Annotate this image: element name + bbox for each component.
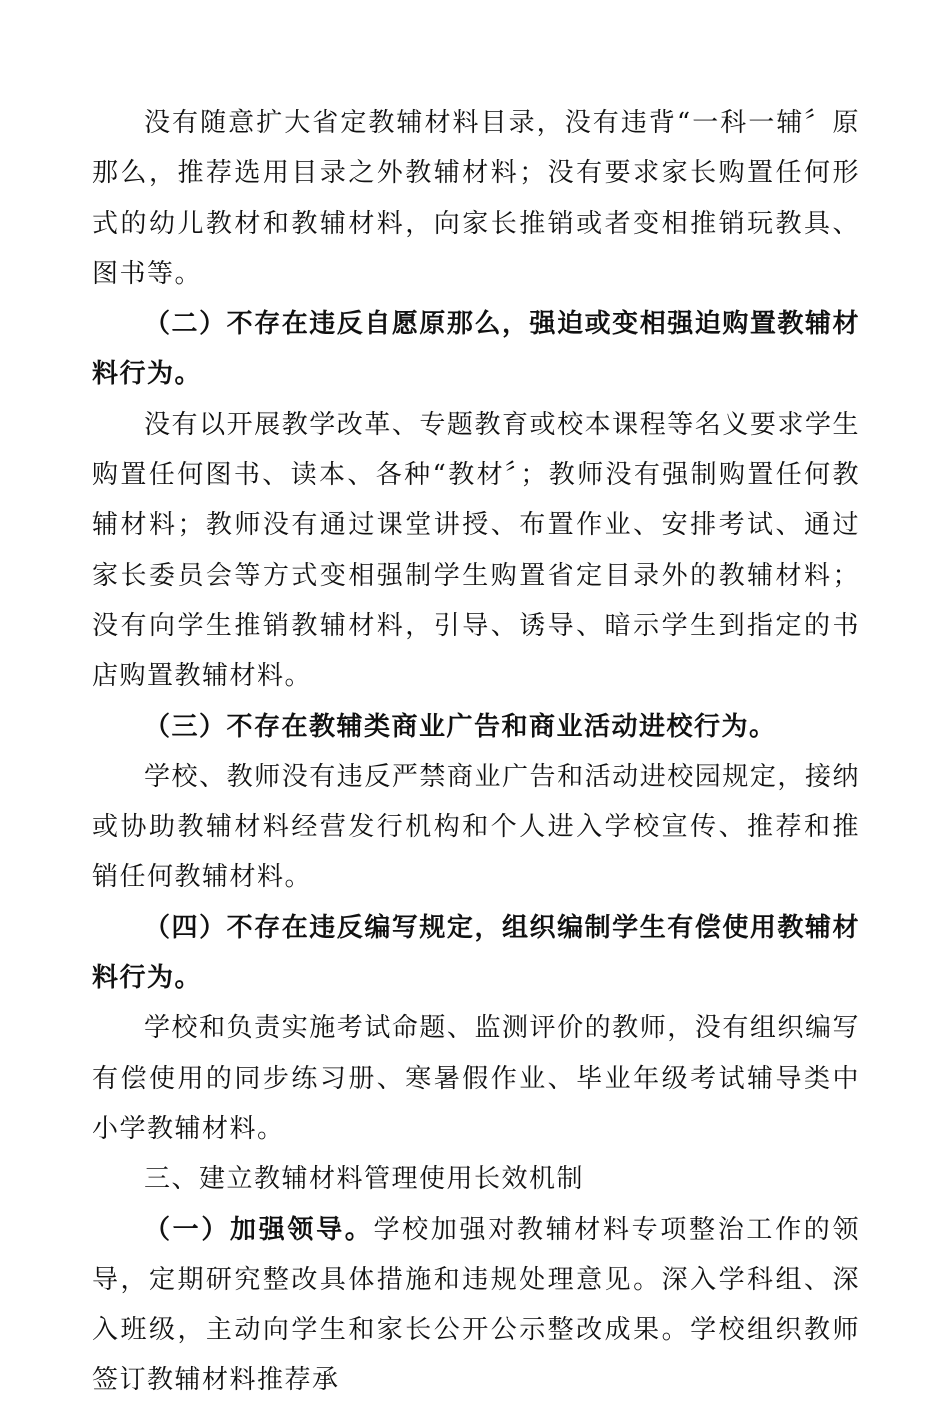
lead-strengthen-leadership: （一）加强领导。 — [144, 1214, 374, 1245]
document-page — [92, 98, 860, 1406]
paragraph-no-paid-compilation: 学校和负责实施考试命题、监测评价的教师，没有组织编写有偿使用的同步练习册、寒暑假作业、毕业年级考试辅导类中小学教辅材料。 — [92, 1013, 860, 1144]
paragraph-no-forced-purchase: 没有以开展教学改革、专题教育或校本课程等名义要求学生购置任何图书、读本、各种“教材〞；教师没有强制购置任何教辅材料；教师没有通过课堂讲授、布置作业、安排考试、通过家长委员会等方式变相强制学生购置省定目录外的教辅材料；没有向学生推销教辅材料，引导、诱导、暗示学生到指定的书店购置教辅材料。 — [92, 409, 860, 692]
paragraph-no-commercial-entry: 学校、教师没有违反严禁商业广告和活动进校园规定，接纳或协助教辅材料经营发行机构和个人进入学校宣传、推荐和推销任何教辅材料。 — [92, 761, 860, 893]
paragraph-recommendation-rules: 没有随意扩大省定教辅材料目录，没有违背“一科一辅〞原那么，推荐选用目录之外教辅材料；没有要求家长购置任何形式的幼儿教材和教辅材料，向家长推销或者变相推销玩教具、图书等。 — [92, 108, 860, 289]
heading-compilation-rules: （四）不存在违反编写规定，组织编制学生有偿使用教辅材料行为。 — [92, 912, 860, 994]
heading-no-commercial-activity: （三）不存在教辅类商业广告和商业活动进校行为。 — [144, 711, 777, 742]
paragraph-strengthen-leadership — [92, 1205, 860, 1406]
heading-voluntary-principle: （二）不存在违反自愿原那么，强迫或变相强迫购置教辅材料行为。 — [92, 309, 860, 390]
body-strengthen-leadership: 学校加强对教辅材料专项整治工作的领导，定期研究整改具体措施和违规处理意见。深入学科组、深入班级，主动向学生和家长公开公示整改成果。学校组织教师签订教辅材料推荐承 — [92, 1214, 860, 1396]
section-heading-long-term-mechanism: 三、建立教辅材料管理使用长效机制 — [144, 1164, 585, 1195]
